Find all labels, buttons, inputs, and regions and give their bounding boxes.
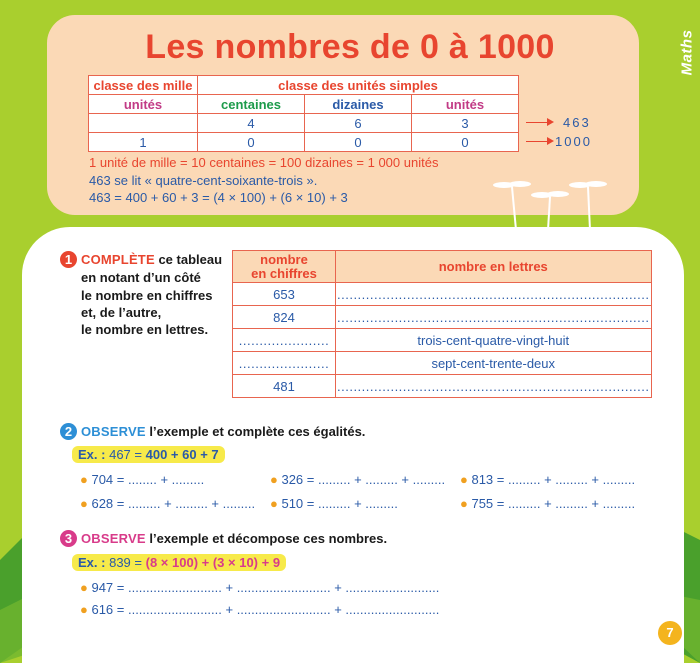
equality-text: 813 = ......... + ......... + .........: [471, 472, 636, 487]
exercise-3-verb: OBSERVE: [81, 531, 146, 546]
page-title: Les nombres de 0 à 1000: [145, 28, 555, 66]
equality-item[interactable]: [460, 472, 635, 487]
header-classe-mille: classe des mille: [89, 76, 198, 95]
exercise-1-verb: COMPLÈTE: [81, 252, 155, 267]
subject-tab-label: Maths: [678, 29, 696, 76]
exercise-2-instruction: [81, 424, 365, 439]
number-words-input[interactable]: ............................................................................: [336, 306, 652, 329]
equality-item[interactable]: [80, 472, 204, 487]
numbers-table: [232, 250, 652, 398]
header-classe-unites: classe des unités simples: [198, 76, 519, 95]
equality-item[interactable]: [80, 496, 255, 511]
subject-tab: [678, 10, 700, 80]
lesson-reading: 463 se lit « quatre-cent-soixante-trois ».: [89, 173, 318, 188]
exercise-1-line: le nombre en lettres.: [81, 322, 209, 337]
cell: 0: [305, 133, 412, 152]
exercise-1-instruction: [81, 252, 222, 267]
header-unites-mille: unités: [89, 95, 198, 114]
cell: 4: [198, 114, 305, 133]
place-value-table: [88, 75, 519, 152]
exercise-1-line: en notant d’un côté: [81, 270, 201, 285]
number-words-input[interactable]: ............................................................................: [336, 375, 652, 398]
decomposition-text: 616 = .......................... + .......................... + ..........................: [91, 602, 440, 617]
number-words-cell: trois-cent-quatre-vingt-huit: [336, 329, 652, 352]
equality-text: 326 = ......... + ......... + .........: [281, 472, 446, 487]
header-chiffres-line2: en chiffres: [251, 265, 317, 281]
bullet-icon: ●: [270, 472, 282, 487]
equality-text: 755 = ......... + ......... + .........: [471, 496, 636, 511]
exercise-1-text: ce tableau: [158, 252, 223, 267]
cell: 1: [89, 133, 198, 152]
number-digits-input[interactable]: ......................: [233, 352, 336, 375]
bullet-icon: ●: [80, 580, 92, 595]
cell: 3: [412, 114, 519, 133]
cell: 0: [412, 133, 519, 152]
number-words-cell: sept-cent-trente-deux: [336, 352, 652, 375]
bullet-icon: ●: [270, 496, 282, 511]
bullet-icon: ●: [80, 602, 92, 617]
result-1000: 1000: [555, 134, 592, 149]
exercise-2-verb: OBSERVE: [81, 424, 146, 439]
header-dizaines: dizaines: [305, 95, 412, 114]
lesson-rule: 1 unité de mille = 10 centaines = 100 dizaines = 1 000 unités: [89, 155, 439, 170]
exercise-2-example: [72, 446, 225, 463]
number-digits-cell: 824: [233, 306, 336, 329]
decomposition-item[interactable]: [80, 580, 439, 595]
number-words-input[interactable]: ............................................................................: [336, 283, 652, 306]
equality-text: 510 = ......... + .........: [281, 496, 398, 511]
exercise-2-text: l’exemple et complète ces égalités.: [149, 424, 366, 439]
example-result: (8 × 100) + (3 × 10) + 9: [145, 555, 281, 570]
bullet-icon: ●: [460, 496, 472, 511]
lesson-decomposition: 463 = 400 + 60 + 3 = (4 × 100) + (6 × 10) + 3: [89, 190, 348, 205]
number-digits-cell: 653: [233, 283, 336, 306]
bullet-icon: ●: [80, 472, 92, 487]
example-left: 839 =: [109, 555, 142, 570]
bullet-icon: ●: [460, 472, 472, 487]
cell: 6: [305, 114, 412, 133]
equality-item[interactable]: [460, 496, 635, 511]
exercise-3-text: l’exemple et décompose ces nombres.: [149, 531, 388, 546]
exercise-2-badge: 2: [60, 423, 77, 440]
arrow-line: [526, 122, 548, 123]
number-digits-input[interactable]: ......................: [233, 329, 336, 352]
equality-text: 704 = ........ + .........: [91, 472, 205, 487]
decomposition-item[interactable]: [80, 602, 439, 617]
equality-item[interactable]: [270, 496, 398, 511]
cell: [89, 114, 198, 133]
header-nombre-chiffres: [233, 251, 336, 283]
arrow-icon: [547, 118, 554, 126]
exercise-3-example: [72, 554, 286, 571]
decomposition-text: 947 = .......................... + .......................... + ..........................: [91, 580, 440, 595]
exercise-1-line: le nombre en chiffres: [81, 288, 213, 303]
page-number: 7: [658, 621, 682, 645]
example-left: 467 =: [109, 447, 142, 462]
exercise-3-badge: 3: [60, 530, 77, 547]
header-unites: unités: [412, 95, 519, 114]
exercise-1-line: et, de l’autre,: [81, 305, 162, 320]
arrow-line: [526, 141, 548, 142]
equality-item[interactable]: [270, 472, 445, 487]
result-463: 463: [563, 115, 591, 130]
exercise-1-badge: 1: [60, 251, 77, 268]
exercise-3-instruction: [81, 531, 387, 546]
palm-trees-icon: [490, 175, 620, 235]
number-digits-cell: 481: [233, 375, 336, 398]
header-centaines: centaines: [198, 95, 305, 114]
arrow-icon: [547, 137, 554, 145]
example-label: Ex. :: [78, 447, 106, 462]
example-label: Ex. :: [78, 555, 106, 570]
header-nombre-lettres: nombre en lettres: [336, 251, 652, 283]
equality-text: 628 = ......... + ......... + .........: [91, 496, 256, 511]
example-result: 400 + 60 + 7: [145, 447, 219, 462]
header-chiffres-line1: nombre: [260, 251, 308, 267]
bullet-icon: ●: [80, 496, 92, 511]
cell: 0: [198, 133, 305, 152]
